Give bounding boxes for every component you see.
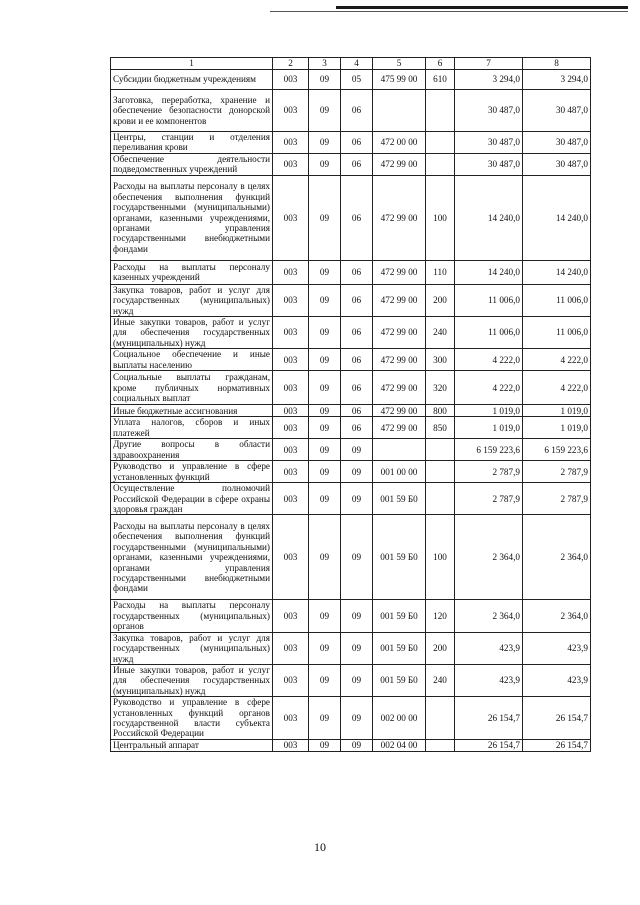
row-code-target: 472 00 00 bbox=[373, 132, 426, 154]
row-amount-8: 11 006,0 bbox=[523, 317, 591, 349]
row-code-expense-type bbox=[426, 739, 455, 751]
row-code-expense-type: 100 bbox=[426, 175, 455, 260]
row-code-ministry: 003 bbox=[273, 632, 309, 664]
row-amount-7: 30 487,0 bbox=[455, 90, 523, 132]
row-code-ministry: 003 bbox=[273, 739, 309, 751]
table-row bbox=[111, 90, 591, 132]
row-code-target bbox=[373, 90, 426, 132]
row-code-target: 472 99 00 bbox=[373, 349, 426, 371]
row-code-subsection: 06 bbox=[341, 371, 373, 405]
row-code-ministry: 003 bbox=[273, 70, 309, 90]
row-code-section: 09 bbox=[309, 132, 341, 154]
row-amount-8: 26 154,7 bbox=[523, 739, 591, 751]
table-row bbox=[111, 697, 591, 740]
row-description: Иные закупки товаров, работ и услуг для обеспечения государственных (муниципальных) нужд bbox=[111, 664, 273, 696]
row-code-ministry: 003 bbox=[273, 461, 309, 483]
table-row bbox=[111, 175, 591, 260]
budget-table bbox=[110, 57, 591, 752]
row-code-target: 472 99 00 bbox=[373, 284, 426, 316]
table-row bbox=[111, 417, 591, 439]
row-code-expense-type: 200 bbox=[426, 284, 455, 316]
row-amount-8: 423,9 bbox=[523, 632, 591, 664]
row-code-section: 09 bbox=[309, 175, 341, 260]
row-amount-7: 2 364,0 bbox=[455, 600, 523, 632]
table-row bbox=[111, 600, 591, 632]
row-description: Расходы на выплаты персоналу в целях обеспечения выполнения функций государственными (муниципальными) органами, казенными учреждениями, органами управления государственными внебюджетными фондами bbox=[111, 515, 273, 600]
header-cell: 3 bbox=[309, 58, 341, 70]
header-cell: 6 bbox=[426, 58, 455, 70]
row-code-target: 001 00 00 bbox=[373, 461, 426, 483]
row-code-ministry: 003 bbox=[273, 175, 309, 260]
row-code-target: 001 59 Б0 bbox=[373, 664, 426, 696]
header-cell: 7 bbox=[455, 58, 523, 70]
row-code-expense-type: 800 bbox=[426, 405, 455, 417]
row-code-section: 09 bbox=[309, 90, 341, 132]
row-code-subsection: 06 bbox=[341, 317, 373, 349]
row-description: Уплата налогов, сборов и иных платежей bbox=[111, 417, 273, 439]
table-row bbox=[111, 461, 591, 483]
row-amount-7: 4 222,0 bbox=[455, 371, 523, 405]
row-code-target: 472 99 00 bbox=[373, 371, 426, 405]
table-header-row bbox=[111, 58, 591, 70]
row-code-section: 09 bbox=[309, 70, 341, 90]
row-code-section: 09 bbox=[309, 632, 341, 664]
row-amount-7: 423,9 bbox=[455, 632, 523, 664]
row-code-expense-type bbox=[426, 132, 455, 154]
row-amount-7: 11 006,0 bbox=[455, 317, 523, 349]
row-amount-7: 3 294,0 bbox=[455, 70, 523, 90]
row-code-subsection: 09 bbox=[341, 439, 373, 461]
row-description: Другие вопросы в области здравоохранения bbox=[111, 439, 273, 461]
row-description: Центры, станции и отделения переливания крови bbox=[111, 132, 273, 154]
row-description: Закупка товаров, работ и услуг для государственных (муниципальных) нужд bbox=[111, 284, 273, 316]
row-code-ministry: 003 bbox=[273, 483, 309, 515]
table-row bbox=[111, 632, 591, 664]
row-code-expense-type: 100 bbox=[426, 515, 455, 600]
row-code-subsection: 06 bbox=[341, 284, 373, 316]
row-code-expense-type bbox=[426, 483, 455, 515]
row-code-target: 001 59 Б0 bbox=[373, 483, 426, 515]
row-description: Социальное обеспечение и иные выплаты населению bbox=[111, 349, 273, 371]
table-row bbox=[111, 260, 591, 284]
row-code-section: 09 bbox=[309, 461, 341, 483]
row-code-section: 09 bbox=[309, 153, 341, 175]
row-code-subsection: 06 bbox=[341, 405, 373, 417]
row-description: Расходы на выплаты персоналу государственных (муниципальных) органов bbox=[111, 600, 273, 632]
row-code-expense-type bbox=[426, 153, 455, 175]
row-amount-8: 30 487,0 bbox=[523, 90, 591, 132]
row-code-target bbox=[373, 439, 426, 461]
row-code-ministry: 003 bbox=[273, 600, 309, 632]
row-amount-8: 6 159 223,6 bbox=[523, 439, 591, 461]
row-code-ministry: 003 bbox=[273, 317, 309, 349]
row-code-expense-type: 110 bbox=[426, 260, 455, 284]
row-code-target: 472 99 00 bbox=[373, 153, 426, 175]
row-code-ministry: 003 bbox=[273, 697, 309, 740]
row-amount-8: 30 487,0 bbox=[523, 153, 591, 175]
table-row bbox=[111, 349, 591, 371]
row-description: Заготовка, переработка, хранение и обеспечение безопасности донорской крови и ее компонентов bbox=[111, 90, 273, 132]
row-amount-7: 1 019,0 bbox=[455, 405, 523, 417]
row-code-expense-type: 610 bbox=[426, 70, 455, 90]
row-amount-8: 3 294,0 bbox=[523, 70, 591, 90]
table-row bbox=[111, 70, 591, 90]
row-code-subsection: 06 bbox=[341, 153, 373, 175]
row-code-subsection: 06 bbox=[341, 349, 373, 371]
row-code-section: 09 bbox=[309, 371, 341, 405]
row-code-target: 001 59 Б0 bbox=[373, 600, 426, 632]
row-amount-8: 1 019,0 bbox=[523, 417, 591, 439]
row-code-target: 475 99 00 bbox=[373, 70, 426, 90]
row-code-ministry: 003 bbox=[273, 260, 309, 284]
row-code-subsection: 06 bbox=[341, 132, 373, 154]
row-code-section: 09 bbox=[309, 439, 341, 461]
table-row bbox=[111, 515, 591, 600]
row-code-expense-type: 320 bbox=[426, 371, 455, 405]
row-code-subsection: 09 bbox=[341, 461, 373, 483]
row-code-section: 09 bbox=[309, 284, 341, 316]
top-rule bbox=[336, 6, 628, 9]
row-code-section: 09 bbox=[309, 405, 341, 417]
row-description: Закупка товаров, работ и услуг для государственных (муниципальных) нужд bbox=[111, 632, 273, 664]
header-cell: 8 bbox=[523, 58, 591, 70]
row-code-ministry: 003 bbox=[273, 515, 309, 600]
row-code-section: 09 bbox=[309, 317, 341, 349]
row-amount-7: 26 154,7 bbox=[455, 739, 523, 751]
row-code-subsection: 09 bbox=[341, 600, 373, 632]
table-row bbox=[111, 132, 591, 154]
row-code-section: 09 bbox=[309, 664, 341, 696]
table-row bbox=[111, 405, 591, 417]
row-code-ministry: 003 bbox=[273, 439, 309, 461]
table-row bbox=[111, 483, 591, 515]
row-code-expense-type: 240 bbox=[426, 317, 455, 349]
row-description: Руководство и управление в сфере установленных функций органов государственной власти субъекта Российской Федерации bbox=[111, 697, 273, 740]
row-code-ministry: 003 bbox=[273, 132, 309, 154]
header-cell: 4 bbox=[341, 58, 373, 70]
row-code-subsection: 09 bbox=[341, 483, 373, 515]
row-code-ministry: 003 bbox=[273, 153, 309, 175]
top-rule-thin bbox=[270, 11, 628, 12]
row-code-expense-type bbox=[426, 697, 455, 740]
row-amount-8: 423,9 bbox=[523, 664, 591, 696]
row-code-subsection: 09 bbox=[341, 515, 373, 600]
row-amount-7: 14 240,0 bbox=[455, 260, 523, 284]
row-description: Расходы на выплаты персоналу в целях обеспечения выполнения функций государственными (муниципальными) органами, казенными учреждениями, органами управления государственными внебюджетными фондами bbox=[111, 175, 273, 260]
row-code-subsection: 06 bbox=[341, 260, 373, 284]
row-code-subsection: 06 bbox=[341, 175, 373, 260]
row-code-target: 001 59 Б0 bbox=[373, 515, 426, 600]
row-amount-7: 11 006,0 bbox=[455, 284, 523, 316]
header-cell: 1 bbox=[111, 58, 273, 70]
row-code-section: 09 bbox=[309, 260, 341, 284]
row-code-ministry: 003 bbox=[273, 417, 309, 439]
row-description: Социальные выплаты гражданам, кроме публичных нормативных социальных выплат bbox=[111, 371, 273, 405]
row-description: Расходы на выплаты персоналу казенных учреждений bbox=[111, 260, 273, 284]
row-code-expense-type: 200 bbox=[426, 632, 455, 664]
row-code-section: 09 bbox=[309, 483, 341, 515]
row-code-target: 472 99 00 bbox=[373, 175, 426, 260]
row-amount-8: 2 364,0 bbox=[523, 515, 591, 600]
row-amount-7: 2 787,9 bbox=[455, 461, 523, 483]
row-amount-7: 423,9 bbox=[455, 664, 523, 696]
row-code-target: 002 00 00 bbox=[373, 697, 426, 740]
row-amount-7: 26 154,7 bbox=[455, 697, 523, 740]
row-description: Обеспечение деятельности подведомственных учреждений bbox=[111, 153, 273, 175]
row-code-target: 002 04 00 bbox=[373, 739, 426, 751]
row-code-expense-type bbox=[426, 439, 455, 461]
row-code-section: 09 bbox=[309, 349, 341, 371]
row-amount-8: 2 364,0 bbox=[523, 600, 591, 632]
table-row bbox=[111, 664, 591, 696]
row-amount-8: 30 487,0 bbox=[523, 132, 591, 154]
row-amount-8: 2 787,9 bbox=[523, 461, 591, 483]
row-description: Осуществление полномочий Российской Федерации в сфере охраны здоровья граждан bbox=[111, 483, 273, 515]
table-row bbox=[111, 439, 591, 461]
table-body bbox=[111, 58, 591, 752]
row-code-ministry: 003 bbox=[273, 90, 309, 132]
row-code-target: 472 99 00 bbox=[373, 260, 426, 284]
row-amount-7: 2 787,9 bbox=[455, 483, 523, 515]
row-amount-7: 30 487,0 bbox=[455, 132, 523, 154]
row-code-subsection: 05 bbox=[341, 70, 373, 90]
row-amount-7: 4 222,0 bbox=[455, 349, 523, 371]
table-row bbox=[111, 153, 591, 175]
row-amount-7: 1 019,0 bbox=[455, 417, 523, 439]
row-code-ministry: 003 bbox=[273, 349, 309, 371]
row-code-expense-type: 300 bbox=[426, 349, 455, 371]
row-code-expense-type bbox=[426, 461, 455, 483]
table-row bbox=[111, 371, 591, 405]
row-amount-8: 11 006,0 bbox=[523, 284, 591, 316]
row-code-ministry: 003 bbox=[273, 405, 309, 417]
row-description: Иные бюджетные ассигнования bbox=[111, 405, 273, 417]
row-code-subsection: 06 bbox=[341, 90, 373, 132]
row-amount-8: 14 240,0 bbox=[523, 260, 591, 284]
row-description: Иные закупки товаров, работ и услуг для обеспечения государственных (муниципальных) нужд bbox=[111, 317, 273, 349]
row-description: Центральный аппарат bbox=[111, 739, 273, 751]
row-code-subsection: 09 bbox=[341, 664, 373, 696]
row-amount-8: 2 787,9 bbox=[523, 483, 591, 515]
table-row bbox=[111, 739, 591, 751]
row-amount-8: 26 154,7 bbox=[523, 697, 591, 740]
row-code-section: 09 bbox=[309, 417, 341, 439]
row-code-subsection: 09 bbox=[341, 739, 373, 751]
row-code-target: 472 99 00 bbox=[373, 405, 426, 417]
row-code-expense-type: 120 bbox=[426, 600, 455, 632]
row-code-target: 472 99 00 bbox=[373, 417, 426, 439]
table-row bbox=[111, 284, 591, 316]
row-code-subsection: 06 bbox=[341, 417, 373, 439]
row-code-ministry: 003 bbox=[273, 284, 309, 316]
row-code-section: 09 bbox=[309, 739, 341, 751]
row-amount-8: 4 222,0 bbox=[523, 349, 591, 371]
row-amount-7: 2 364,0 bbox=[455, 515, 523, 600]
row-code-ministry: 003 bbox=[273, 664, 309, 696]
row-code-expense-type: 240 bbox=[426, 664, 455, 696]
row-code-subsection: 09 bbox=[341, 697, 373, 740]
row-code-ministry: 003 bbox=[273, 371, 309, 405]
row-code-expense-type: 850 bbox=[426, 417, 455, 439]
row-amount-7: 14 240,0 bbox=[455, 175, 523, 260]
row-code-section: 09 bbox=[309, 697, 341, 740]
table-row bbox=[111, 317, 591, 349]
header-cell: 2 bbox=[273, 58, 309, 70]
row-code-section: 09 bbox=[309, 600, 341, 632]
row-amount-8: 14 240,0 bbox=[523, 175, 591, 260]
row-code-target: 472 99 00 bbox=[373, 317, 426, 349]
row-amount-8: 4 222,0 bbox=[523, 371, 591, 405]
row-description: Субсидии бюджетным учреждениям bbox=[111, 70, 273, 90]
row-code-expense-type bbox=[426, 90, 455, 132]
row-amount-7: 6 159 223,6 bbox=[455, 439, 523, 461]
row-amount-7: 30 487,0 bbox=[455, 153, 523, 175]
row-amount-8: 1 019,0 bbox=[523, 405, 591, 417]
row-code-target: 001 59 Б0 bbox=[373, 632, 426, 664]
row-code-subsection: 09 bbox=[341, 632, 373, 664]
page-number: 10 bbox=[314, 840, 326, 854]
header-cell: 5 bbox=[373, 58, 426, 70]
row-code-section: 09 bbox=[309, 515, 341, 600]
row-description: Руководство и управление в сфере установленных функций bbox=[111, 461, 273, 483]
